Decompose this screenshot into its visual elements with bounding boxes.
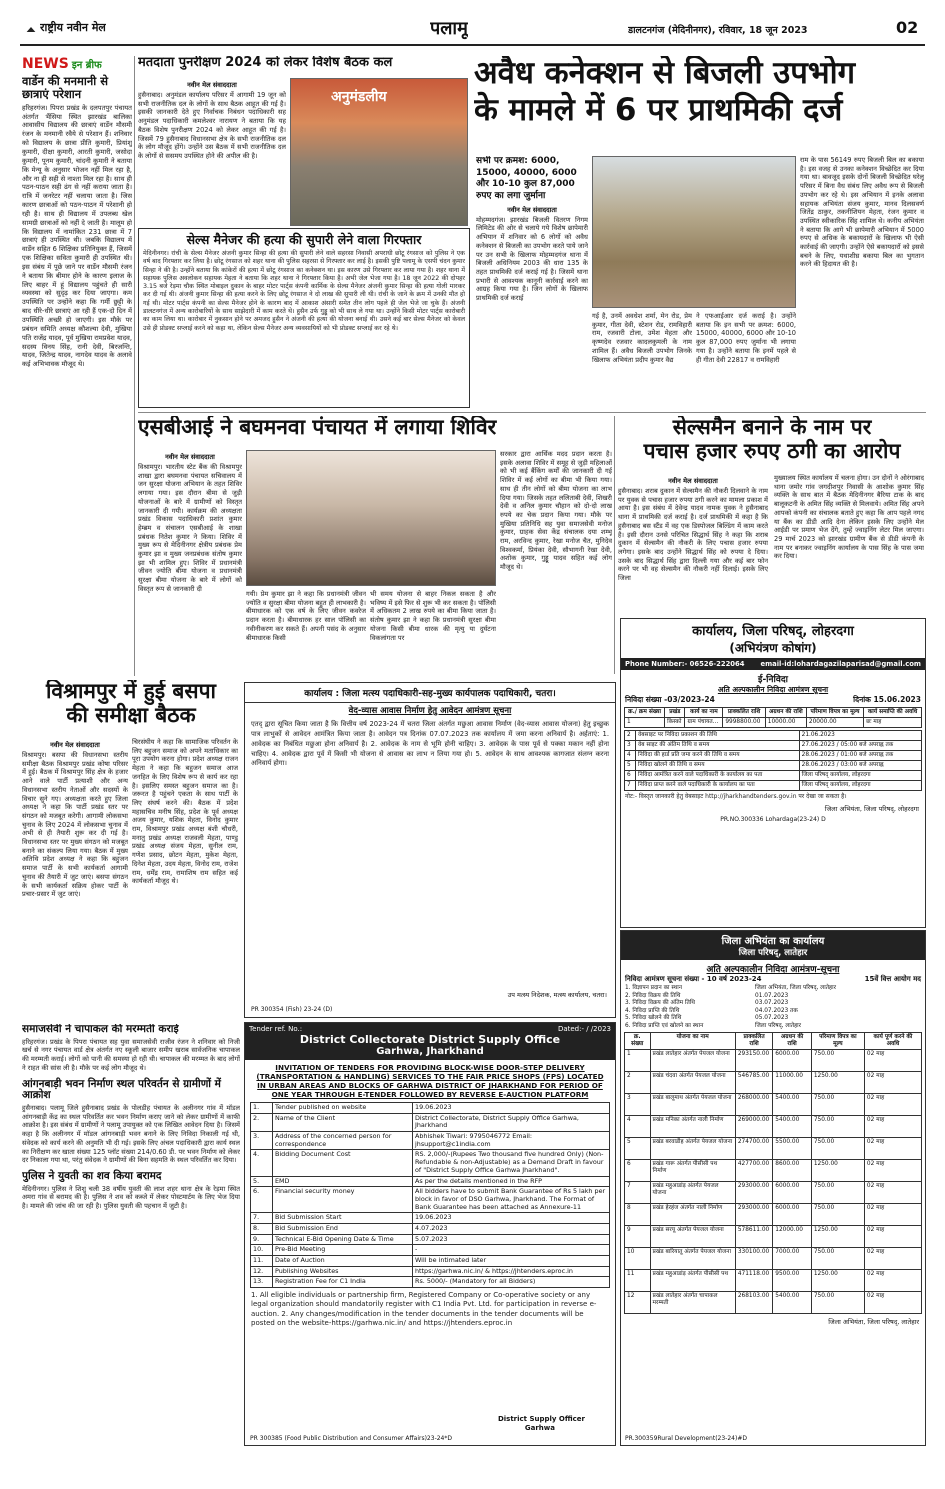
info-line xyxy=(625,993,921,1001)
table-cell: निविदा आमंत्रित करने वाले पदाधिकारी के कार्यालय का पता xyxy=(636,770,800,780)
latehar-office: जिला अभियंता का कार्यालय xyxy=(721,936,825,947)
page-number: 02 xyxy=(896,18,919,37)
photo-sign: अनुमंडलीय xyxy=(331,89,387,105)
table-row xyxy=(251,1187,610,1213)
table-cell: 10 xyxy=(625,1248,651,1270)
lohardaga-enivida: ई-निविदा xyxy=(758,675,788,685)
table-cell: प्रखंड हेरहंज अंतर्गत नाली निर्माण xyxy=(650,1204,735,1226)
table-header-cell: परिमाण विपत्र का मूल्य xyxy=(811,1033,864,1050)
table-cell: 02 माह xyxy=(864,1072,921,1094)
table-row xyxy=(625,1204,922,1226)
table-row xyxy=(625,1072,922,1094)
voter-body: हुसैनाबाद। अनुमंडल कार्यालय परिसर में आगामी 19 जून को सभी राजनीतिक दल के लोगों के साथ बैठक आहूत की गई है। इसकी जानकारी देते हुए निर्वाचक निबंधन पदाधिकारी सह अनुमंडल पदाधिकारी कमलेश्वर नारायण ने बताया कि यह बैठक विशेष पुनरीक्षण 2024 को लेकर आहूत की गई है। जिसमें 79 हुसैनाबाद विधानसभा क्षेत्र के सभी राजनीतिक दल के लोग मौजूद होंगे। उन्होंने उस बैठक में सभी राजनीतिक दल के लोगों से ससमय उपस्थित होने की अपील की है। xyxy=(138,91,286,160)
table-cell: 10. xyxy=(251,1245,273,1256)
table-cell: 471118.00 xyxy=(735,1270,772,1292)
table-cell: प्रखंड बालूमाथ अंतर्गत पेयजल योजना xyxy=(650,1094,735,1116)
table-cell: 02 माह xyxy=(864,1270,921,1292)
charpai-body: हरिहरगंज। प्रखंड के पिपरा पंचायत सह युवा समाजसेवी राजीव रंजन ने शनिवार को निजी खर्च से नगर पंचायत वार्ड क्षेत्र अंतर्गत नए स्कूली बाजार समीप खराब सार्वजनिक चापाकल की मरम्मती कराई। लोगों को पानी की समस्या हो रही थी। चापाकल की मरम्मत के बाद लोगों ने राहत की सांस ली है। मौके पर कई लोग मौजूद थे। xyxy=(22,1037,240,1072)
sbi-story xyxy=(138,416,666,676)
murder-headline: सेल्स मैनेजर की हत्या की सुपारी लेने वाला गिरफ्तार xyxy=(186,232,422,247)
police-headline: पुलिस ने युवती का शव किया बरामद xyxy=(22,1169,162,1182)
news-brief-column xyxy=(22,56,132,676)
lohardaga-office: कार्यालय, जिला परिषद्, लोहरदगा xyxy=(692,624,854,639)
news-tag: NEWS xyxy=(22,56,69,72)
table-cell: 1. xyxy=(251,1103,273,1114)
info-value: 03.07.2023 xyxy=(755,1000,789,1007)
voter-headline: मतदाता पुनरीक्षण 2024 को लेकर विशेष बैठक कल xyxy=(138,56,393,70)
charpai-story xyxy=(22,1024,240,1444)
table-cell: 3 xyxy=(625,740,636,750)
table-cell: 19.06.2023 xyxy=(413,1103,610,1114)
electric-body-4: राम के पास 56149 रुपए बिजली बिल का बकाया है। इस वजह से उनका कनेक्शन विच्छेदित कर दिया गया था। बावजूद इसके दोनों बिजली विच्छेदित घरेलू परिसर में बिना वैध संबंध लिए अवैध रूप से बिजली उपभोग कर रहे थे। इस अभियान में इनके अलावा सहायक अभियंता संजय कुमार, मानव दिलसवर्ण जितेंद्र ठाकुर, तकनीशियन मेहता, रंजन कुमार व उपस्थित स्वीकारिक सिंह शामिल थे। कनीय अभियंता ने बताया कि आगे भी छापेमारी अभियान में 5000 रुपए से अधिक के बकायदारों के खिलाफ भी ऐसी कार्रवाई की जाएगी। उन्होंने ऐसे बकायदारों को इससे बचने के लिए, यथाशीघ्र बकाया बिल का भुगतान करने की हिदायत की है। xyxy=(800,156,924,269)
salesman-body-1: हुसैनाबाद। शराब दुकान में सेल्समैन की नौकरी दिलवाने के नाम पर युवक से पचास हजार रुपया ठगी करने का मामला प्रकाश में आया है। इस संबंध में देवेन्द्र यादव नामक युवक ने हुसैनाबाद थाना में प्राथमिकी दर्ज कराई है। दर्ज प्राथमिकी में कहा है कि हुसैनाबाद बस स्टैंड में वह एक डिस्पोजल बिल्डिंग में काम करते है। इसी दौरान उनसे परिचित सिद्धार्थ सिंह ने कहा कि शराब दुकान में सेल्समैन की नौकरी के लिए पचास हजार रुपया लगेगा। इसके बाद उन्होंने सिद्धार्थ सिंह को रुपया दे दिया। उसके बाद सिद्धार्थ सिंह द्वारा दिल्ली गया और कई बार फोन करने पर भी वह सेल्समैन की नौकरी नहीं दिलाई। इसके लिए जिला xyxy=(618,487,768,583)
table-cell: 750.00 xyxy=(811,1050,864,1072)
electric-photo xyxy=(592,156,796,308)
fisheries-pr: PR 300354 (Fish) 23-24 (D) xyxy=(251,1006,333,1013)
paper-name: राष्ट्रीय नवीन मेल xyxy=(40,21,106,34)
table-cell: 5 xyxy=(625,760,636,770)
info-line xyxy=(625,1015,921,1023)
table-cell: 12 xyxy=(625,1292,651,1314)
table-cell: 02 माह xyxy=(864,1292,921,1314)
table-cell: 1250.00 xyxy=(811,1160,864,1182)
lohardaga-phone: Phone Number:- 06526-222064 xyxy=(625,660,745,668)
table-row xyxy=(625,1182,922,1204)
info-label: 2. निविदा विक्रय की तिथि xyxy=(625,992,681,999)
dateline: डालटनगंज (मेदिनीनगर), रविवार, 18 जून 2023 xyxy=(628,25,808,36)
voter-byline: नवीन मेल संवाददाता xyxy=(187,81,237,89)
table-cell: 5400.00 xyxy=(773,1292,812,1314)
bsp-headline-2: की समीक्षा बैठक xyxy=(66,702,196,727)
sbi-body-4: सरकार द्वारा आर्थिक मदद प्रदान करता है। इसके अलावा शिविर में समूह से जुड़ी महिलाओं को भी कई बैंकिंग कर्मों की जानकारी दी गई शिविर में कई लोगों का बीमा भी किया गया। साथ ही तीन लोगों को बीमा योजना का लाभ दिया गया। जिसके तहत ललिताबी देवी, शिखरी देवी व अनिल कुमार चौहान को दो-दो लाख रुपये का चेक प्रदान किया गया। मौके पर मुखिया प्रतिनिधि सह युवा समाजसेवी मनोज कुमार, ग्राहक सेवा केंद्र संचालक दया शम्भू राम, अरविन्द कुमार, रेखा मनोज चैत, मुनिदेव विश्वकर्मा, प्रियंका देवी, सौभागनी रेखा देवी, अशोक कुमार, गुड्डू यादव सहित कई लोग मौजूद थे। xyxy=(500,450,612,572)
table-row xyxy=(625,1160,922,1182)
table-cell: RS. 2,000/-(Rupees Two thousand five hundred Only) (Non-Refundable & non-Adjustable) as a Demand Draft in favour of "District Supply Office Garhwa Jharkhand". xyxy=(413,1150,610,1176)
table-row xyxy=(251,1223,610,1234)
table-row xyxy=(625,780,922,790)
table-cell: ग्राम पंचायत... xyxy=(685,717,723,727)
table-cell: 6000.00 xyxy=(773,1182,812,1204)
table-cell: 10000.00 xyxy=(765,717,806,727)
latehar-nivida-no: निविदा आमंत्रण सूचना संख्या - 10 वर्ष 2023-24 xyxy=(625,975,762,983)
table-cell: 3 xyxy=(625,1094,651,1116)
info-line xyxy=(625,985,921,993)
table-header-cell: क्र. संख्या xyxy=(625,1033,651,1050)
table-cell: 7 xyxy=(625,1182,651,1204)
table-header-cell: क्र./ क्रम संख्या xyxy=(625,708,665,718)
latehar-title: अति अल्पकालीन निविदा आमंत्रण-सूचना xyxy=(706,965,840,975)
table-cell: 2 xyxy=(625,1072,651,1094)
table-row xyxy=(625,1116,922,1138)
lohardaga-sub: (अभियंत्रण कोषांग) xyxy=(729,641,817,655)
table-cell: 28.06.2023 / 03:00 बजे अपराह्न xyxy=(799,760,921,770)
electric-body-2: गई है, उनमें अवधेश शर्मा, मेन रोड, प्रेम कुमार, गीता देवी, स्टेशन रोड, रामविहारी राम, रजवारी टोला, उमेश मेहता और कृष्णदेव रजवार कादलकुमली के नाम शामिल हैं। अवैध बिजली उपभोग जिनके खिलाफ अभियंता प्रदीप कुमार वैद्य xyxy=(592,312,692,364)
table-header-cell: कार्य समाप्ति की अवधि xyxy=(864,708,922,718)
sbi-byline: नवीन मेल संवाददाता xyxy=(165,453,215,461)
table-cell: 750.00 xyxy=(811,1292,864,1314)
info-value: जिला परिषद्, लातेहार xyxy=(755,1022,802,1029)
table-cell: 13. xyxy=(251,1277,273,1288)
table-cell: 6 xyxy=(625,1160,651,1182)
table-cell: 546785.00 xyxy=(735,1072,772,1094)
table-row xyxy=(625,750,922,760)
table-cell: प्रखंड चंदवा अंतर्गत पेयजल योजना xyxy=(650,1072,735,1094)
table-cell: 5500.00 xyxy=(773,1138,812,1160)
table-cell: Date of Auction xyxy=(273,1256,413,1267)
salesman-headline-2: पचास हजार रुपए ठगी का आरोप xyxy=(643,438,901,463)
latehar-pr: PR.300359Rural Development(23-24)#D xyxy=(625,1435,747,1442)
table-cell: 19.06.2023 xyxy=(413,1213,610,1224)
table-cell: 6000.00 xyxy=(773,1204,812,1226)
lohardaga-sign: जिला अभियंता, जिला परिषद्, लोहरदगा xyxy=(824,804,919,813)
table-cell: 274700.00 xyxy=(735,1138,772,1160)
table-row xyxy=(251,1213,610,1224)
table-cell: Registration Fee for C1 India xyxy=(273,1277,413,1288)
garhwa-sign-1: District Supply Officer xyxy=(497,1415,585,1423)
table-header-cell: प्रखंड xyxy=(665,708,685,718)
table-cell: Will be intimated later xyxy=(413,1256,610,1267)
table-row xyxy=(251,1132,610,1150)
table-row xyxy=(625,1226,922,1248)
table-header-cell: प्राक्कलित राशि xyxy=(735,1033,772,1050)
info-label: 4. निविदा प्राप्ति की तिथि xyxy=(625,1007,680,1014)
table-cell: 1 xyxy=(625,1050,651,1072)
table-cell: 28.06.2023 / 01:00 बजे अपराह्न तक xyxy=(799,750,921,760)
electric-body-1: मोहम्मदगंज। झारखंड बिजली वितरण निगम लिमिटेड की ओर से चलाये गये विशेष छापेमारी अभियान में शनिवार को 6 लोगों को अवैध कनेक्शन से बिजली का उपभोग करते पाये जाने पर उन सभी के खिलाफ मोहम्मदगंज थाना में बिजली अधिनियम 2003 की धारा 135 के तहत प्राथमिकी दर्ज कराई गई है। जिसमें थाना प्रभारी से आवश्यक कानूनी कार्रवाई करने का आग्रह किया गया है। जिन लोगों के खिलाफ प्राथमिकी दर्ज कराई xyxy=(476,215,588,303)
table-cell: 750.00 xyxy=(811,1138,864,1160)
info-value: 05.07.2023 xyxy=(755,1015,789,1022)
table-cell: 268103.00 xyxy=(735,1292,772,1314)
section-title: पलामू xyxy=(430,18,468,39)
table-header-cell: प्राक्कलित राशि xyxy=(723,708,765,718)
table-cell: किस्को xyxy=(665,717,685,727)
table-cell: 330100.00 xyxy=(735,1248,772,1270)
table-row xyxy=(625,760,922,770)
table-cell: Technical E-Bid Opening Date & Time xyxy=(273,1234,413,1245)
table-cell: 11 xyxy=(625,1270,651,1292)
table-cell: 3. xyxy=(251,1132,273,1150)
table-cell: 269000.00 xyxy=(735,1116,772,1138)
table-cell: - xyxy=(413,1245,610,1256)
table-cell: 2. xyxy=(251,1113,273,1131)
table-row xyxy=(251,1176,610,1187)
table-cell: Financial security money xyxy=(273,1187,413,1213)
table-cell: Abhishek Tiwari: 9795046772 Email: jhsupport@c1india.com xyxy=(413,1132,610,1150)
table-cell: 7 xyxy=(625,780,636,790)
table-cell: 02 माह xyxy=(864,1160,921,1182)
fisheries-office: कार्यालय : जिला मत्स्य पदाधिकारी-सह-मुख्य कार्यपालक पदाधिकारी, चतरा। xyxy=(245,683,615,703)
table-cell: 8. xyxy=(251,1223,273,1234)
table-cell: 02 माह xyxy=(864,1226,921,1248)
table-cell: वेब साइट की अंतिम तिथि व समय xyxy=(636,740,800,750)
table-cell: 20000.00 xyxy=(806,717,863,727)
table-cell: Bid Submission End xyxy=(273,1223,413,1234)
table-cell: 1250.00 xyxy=(811,1072,864,1094)
salesman-headline-1: सेल्समैन बनाने के नाम पर xyxy=(672,416,872,439)
table-cell: निविदा की हार्ड प्रति जमा करने की तिथि व समय xyxy=(636,750,800,760)
lohardaga-email: email-id:lohardagazilaparisad@gmail.com xyxy=(760,660,921,668)
bsp-body-2: चिरसंघीय ने कहा कि सामाजिक परिवर्तन के लिए बहुजन समाज को अपने मताधिकार का पूरा उपयोग करना होगा। प्रदेश अध्यक्ष राजन मेहता ने कहा कि बहुजन समाज आज जनहित के लिए विशेष रूप से कार्य कर रहा है। इसलिए समस्त बहुजन समाज का है। जरूरत है पहुंचने एकता के साथ पार्टी के लिए संघर्ष करने की। बैठक में प्रदेश महासचिव मनीष सिंह, प्रदेश के पूर्व अध्यक्ष अजय कुमार, यशिक मेहता, विनोद कुमार राम, विश्रामपुर प्रखंड अध्यक्ष बंशी चौधरी, मनातु प्रखंड अध्यक्ष राजवली मेहता, पाण्डु प्रखंड अध्यक्ष संजय मेहता, सुनील राम, गणेश प्रसाद, छोटन मेहता, मुकेश मेहता, दिनेश मेहता, उदय मेहता, विनोद राम, राजेश राम, धर्मेंद्र राम, रामाशिष राम सहित कई कार्यकर्ता मौजूद थे। xyxy=(132,738,238,886)
voter-photo xyxy=(290,78,468,226)
info-value: 01.07.2023 xyxy=(755,992,789,999)
table-row xyxy=(625,1270,922,1292)
lohardaga-items-table xyxy=(624,730,922,791)
table-cell: 02 माह xyxy=(864,1050,921,1072)
table-cell: EMD xyxy=(273,1176,413,1187)
table-cell: 4. xyxy=(251,1150,273,1176)
table-cell: 5400.00 xyxy=(773,1116,812,1138)
info-line xyxy=(625,1008,921,1016)
voter-story xyxy=(138,56,470,226)
table-cell: निविदा खोलने की तिथि व समय xyxy=(636,760,800,770)
table-cell: 1 xyxy=(625,717,665,727)
table-header-cell: कार्य का नाम xyxy=(685,708,723,718)
police-body: मेदिनीनगर। पुलिस ने शिशु चली 38 वर्षीय युवती की लाश शहर थाना क्षेत्र के रेड़मा स्थित अमरा गांव से बरामद की है। पुलिस ने शव को कब्जे में लेकर पोस्टमार्टम के लिए भेज दिया है। मामले की जांच की जा रही है। पुलिस युवती की पहचान में जुटी है। xyxy=(22,1184,240,1211)
table-cell: 6 xyxy=(625,770,636,780)
garhwa-office: District Collectorate District Supply Office xyxy=(299,1033,561,1046)
info-value: जिला अभियंता, जिला परिषद्, लातेहार xyxy=(755,985,836,991)
table-header-cell: परिमाण विपत्र का मूल्य xyxy=(806,708,863,718)
table-cell: 11. xyxy=(251,1256,273,1267)
sbi-photo xyxy=(246,450,496,586)
table-row xyxy=(625,1292,922,1314)
table-cell: District Collectorate, District Supply Office Garhwa, Jharkhand xyxy=(413,1113,610,1131)
table-cell: Publishing Websites xyxy=(273,1266,413,1277)
table-cell: 5. xyxy=(251,1176,273,1187)
lohardaga-title: अति अल्पकालीन निविदा आमंत्रण सूचना xyxy=(717,685,829,694)
table-row xyxy=(251,1245,610,1256)
charpai-headline: समाजसेवी ने चापाकल की मरम्मती कराई xyxy=(22,1024,179,1035)
bsp-story xyxy=(22,680,240,1020)
salesman-body-2: मुख्यालय स्थित कार्यालय में चलना होगा। उन दोनों ने ओरंगाबाद थाना जमोर गांव जगदीशपुर निवासी के आशोक कुमार सिंह व्यक्ति के साथ बात में बैठक मेदिनीनगर बैरिया टाक के बाद बालूकटनी के अमित सिंह व्यक्ति से मिलवाये। अमित सिंह अपने आपको कंपनी का संचालक बताते हुए कहा कि आप पहले नगद या बैंक का डीडी आदि देना लेकिन इसके लिए उन्होंने मेल आईडी पर प्रमाण भेज देंगे, तुम्हें ज्वाइनिंग लेटर मिल जाएगा। 29 मार्च 2023 को झारखंड ग्रामीण बैंक से डीडी कंपनी के नाम पर बनाकर ज्वाइनिंग कार्यालय के पास सिंह के पास जमा कर दिया। xyxy=(774,474,924,561)
latehar-finance: 15वें वित्त आयोग मद xyxy=(864,975,921,983)
electric-byline: नवीन मेल संवाददाता xyxy=(507,205,557,214)
electric-story xyxy=(474,56,926,406)
lohardaga-notes: नोट:- विस्तृत जानकारी हेतु वेबसाइट http://jharkhandtenders.gov.in पर देखा जा सकता है। xyxy=(625,792,847,800)
table-cell: 5 xyxy=(625,1138,651,1160)
paper-logo-icon xyxy=(24,22,38,32)
table-cell: 7. xyxy=(251,1213,273,1224)
garhwa-table xyxy=(250,1102,610,1288)
info-label: 3. निविदा विक्रय की अंतिम तिथि xyxy=(625,1000,695,1007)
table-cell: प्रखंड लातेहार अंतर्गत पेयजल योजना xyxy=(650,1050,735,1072)
table-cell: 750.00 xyxy=(811,1204,864,1226)
info-label: 5. निविदा खोलने की तिथि xyxy=(625,1015,682,1022)
salesman-byline: नवीन मेल संवाददाता xyxy=(668,477,718,485)
table-cell: Bidding Document Cost xyxy=(273,1150,413,1176)
table-cell: 7000.00 xyxy=(773,1248,812,1270)
murder-body: मेदिनीनगर। रांची के सेल्स मैनेजर अंजनी कुमार सिन्हा की हत्या की सुपारी लेने वाले सहरसा निवासी अपराधी छोटू रंगसाज को पुलिस ने एक वर्ष बाद गिरफ्तार कर लिया है। छोटू रंगसाज को शहर थाना की पुलिस सहरसा से गिरफ्तार कर लाई है। इसकी पुष्टि पलामू के एसपी चंदन कुमार सिन्हा ने की है। उन्होंने बताया कि कांकेरों की हत्या में छोटू रंगसाज का कनेक्शन था। इस कारण उसे गिरफ्तार कर लाया गया है। शहर थाना में सहायक पुलिस अवलोकन सहायक मेहता ने बताया कि शहर थाना ने गिरफ्तार किया है। अभी जेल भेजा गया है। 18 जून 2022 की दोपहर 3.15 बजे रेड़मा चौक स्थित मोबाइल दुकान के बाहर मोटर पार्ट्स कंपनी कार्मिक के सेल्स मैनेजर अंजनी कुमार सिन्हा की हत्या गोली मारकर कर दी गई थी। अंजनी कुमार सिन्हा की हत्या करने के लिए छोटू रंगसाज ने दो लाख की सुपारी ली थी। रांची के जाने के क्रम में उनकी मौत हो गई थी। मोटर पार्ट्स कंपनी का सेल्स मैनेजर होने के कारण बाद में आकाश अंसारी समेत तीन लोग पहले ही जेल भेजे जा चुके हैं। अंजनी डालटनगंज में अन्य कारोबारियों के साथ साझेदारी में काम करते थे। हुसैन उर्फ गुड्डू को भी साथ ले गया था। उन्होंने किसी मोटर पार्ट्स कारोबारी का काम लिया था। कारोबार में नुकसान होने पर अमजद हुसैन ने अंजनी की हत्या की योजना बनाई थी। उसने कई बार सेल्स मैनेजर को केवल उसे ही प्रोडक्ट सप्लाई करने को कहा था, लेकिन सेल्स मैनेजर अन्य व्यवसायियों को भी प्रोडक्ट सप्लाई कर रहे थे। xyxy=(143,250,465,332)
fisheries-body: एतद् द्वारा सूचित किया जाता है कि वित्तीय वर्ष 2023-24 में चतरा जिला अंतर्गत मछुआ आवास निर्माण (वेद-व्यास आवास योजना) हेतु इच्छुक पात्र लाभुकों से आवेदन आमंत्रित किया जाता है। आवेदन पत्र दिनांक 07.07.2023 तक कार्यालय में जमा करना अनिवार्य है। अर्हताएं: 1. आवेदक का निबंधित मछुआ होना अनिवार्य है। 2. आवेदक के नाम से भूमि होनी चाहिए। 3. आवेदक के पास पूर्व से पक्का मकान नहीं होना चाहिए। 4. आवेदक द्वारा पूर्व में किसी भी योजना से आवास का लाभ न लिया गया हो। 5. आवेदन के साथ आवश्यक कागजात संलग्न करना अनिवार्य होगा। xyxy=(251,720,609,768)
table-cell: 02 माह xyxy=(864,1204,921,1226)
table-cell: 21.06.2023 xyxy=(799,730,921,740)
table-cell: 9998800.00 xyxy=(723,717,765,727)
table-row xyxy=(251,1103,610,1114)
table-row xyxy=(251,1113,610,1131)
table-cell: जिला परिषद् कार्यालय, लोहरदगा xyxy=(799,780,921,790)
table-cell: प्रखंड बारियातू अंतर्गत पेयजल योजना xyxy=(650,1248,735,1270)
table-header-cell: कार्य पूर्ण करने की अवधि xyxy=(864,1033,921,1050)
brief-headline: वार्डेन की मनमानी से छात्राएं परेशान xyxy=(22,74,108,101)
info-label: 1. विज्ञापन प्रदान का स्थान xyxy=(625,985,682,991)
table-cell: 8 xyxy=(625,1204,651,1226)
masthead-rule xyxy=(20,44,925,46)
table-row xyxy=(251,1234,610,1245)
table-cell: 11000.00 xyxy=(773,1072,812,1094)
table-cell: 4 xyxy=(625,1116,651,1138)
table-cell: 2 xyxy=(625,730,636,740)
table-cell: 02 माह xyxy=(864,1116,921,1138)
table-cell: 9. xyxy=(251,1234,273,1245)
table-cell: 02 माह xyxy=(864,1094,921,1116)
masthead xyxy=(0,0,945,48)
table-cell: 293150.00 xyxy=(735,1050,772,1072)
table-cell: Address of the concerned person for correspondence xyxy=(273,1132,413,1150)
bsp-byline: नवीन मेल संवाददाता xyxy=(50,741,100,749)
fisheries-ad xyxy=(244,682,616,1018)
table-row xyxy=(251,1266,610,1277)
info-line xyxy=(625,1000,921,1008)
latehar-sub: जिला परिषद्, लातेहार xyxy=(738,948,808,958)
sbi-headline: एसबीआई ने बघमनवा पंचायत में लगाया शिविर xyxy=(138,416,497,439)
table-cell: 6000.00 xyxy=(773,1050,812,1072)
latehar-table xyxy=(624,1032,922,1314)
sbi-body-2: गयी। प्रेम कुमार झा ने कहा कि प्रधानमंत्री जीवन ज्योति व सुरक्षा बीमा योजना बहुत ही लाभकारी है। बीमाधारक को एक वर्ष के लिए जीवन कवरेज प्रदान करता है। बीमाधारक हर साल पॉलिसी का नवीनीकरण कर सकते हैं। अपनी पसंद के अनुसार बीमाधारक किसी xyxy=(246,590,366,642)
table-row xyxy=(251,1256,610,1267)
garhwa-ad xyxy=(244,1022,616,1446)
table-cell: Bid Submission Start xyxy=(273,1213,413,1224)
news-tag-sub: इन ब्रीफ xyxy=(71,60,102,71)
bsp-headline-1: विश्रामपुर में हुई बसपा xyxy=(45,680,216,703)
table-row xyxy=(251,1277,610,1288)
sbi-body-3: भी समय योजना से बाहर निकल सकता है और भविष्य में इसे फिर से शुरू भी कर सकता है। पॉलिसी में अधिकतम 2 लाख रुपये का बीमा किया जाता है। संतोष कुमार झा ने कहा कि प्रधानमंत्री सुरक्षा बीमा योजना किसी बीमा धारक की मृत्यु या दुर्घटना विकलांगता पर xyxy=(370,590,496,642)
table-cell: प्रखंड महुआडांड़ अंतर्गत पेयजल योजना xyxy=(650,1182,735,1204)
garhwa-title: INVITATION OF TENDERS FOR PROVIDING BLOCK-WISE DOOR-STEP DELIVERY (TRANSPORTATION & HANDLING) SERVICES TO THE FAIR PRICE SHOPS (FPS) LOCATED IN URBAN AREAS AND BLOCKS OF GARHWA DISTRICT OF JHARKHAND FOR PERIOD OF ONE YEAR THROUGH E-TENDER FOLLOWED BY REVERSE E-AUCTION PLATFORM xyxy=(256,1063,604,1099)
latehar-sign: जिला अभियंता, जिला परिषद्, लातेहार xyxy=(828,1318,919,1327)
table-cell: वेबसाइट पर निविदा प्रकाशन की तिथि xyxy=(636,730,800,740)
garhwa-tender-ref: Tender ref. No.: xyxy=(249,1025,303,1033)
table-cell: प्रखंड महुआडांड़ अंतर्गत पीसीसी पथ xyxy=(650,1270,735,1292)
table-header-cell: अग्रधन की राशि xyxy=(765,708,806,718)
table-header-cell: अग्रधन की राशि xyxy=(773,1033,812,1050)
table-row xyxy=(625,1248,922,1270)
table-cell: 1250.00 xyxy=(811,1226,864,1248)
garhwa-place: Garhwa, Jharkhand xyxy=(376,1046,484,1057)
bsp-body-1: विश्रामपुर। बसपा की विधानसभा स्तरीय समीक्षा बैठक विश्रामपुर प्रखंड कोषा परिसर में हुई। बैठक में विश्रामपुर सिंह क्षेत्र के हजार आने वाले पार्टी प्रत्याशी और अन्य विधानसभा स्तरीय नेताओं और सदस्यों के विचार सुने गए। अध्यक्षता करते हुए जिला अध्यक्ष ने कहा कि पार्टी प्रखंड स्तर पर संगठन को मजबूत करेगी। आगामी लोकसभा चुनाव के लिए 2024 में लोकसभा चुनाव में अभी से ही तैयारी शुरू कर दी गई है। विधानसभा स्तर पर मुख्य संगठन को मजबूत बनाने का संकल्प लिया गया। बैठक में मुख्य अतिथि प्रदेश अध्यक्ष ने कहा कि बहुजन समाज पार्टी के सभी कार्यकर्ता आगामी चुनाव की तैयारी में जुट जाएं। बसपा संगठन के सभी कार्यकर्ता सक्रिय होकर पार्टी के प्रचार-प्रसार में जुट जाएं। xyxy=(22,751,128,899)
latehar-ad xyxy=(620,930,926,1446)
electric-body-3: ने एफआईआर दर्ज कराई है। उन्होंने बताया कि इन सभी पर क्रमश: 6000, 15000, 40000, 6000 और 10-10 कुल 87,000 रुपए जुर्माना भी लगाया गया है। उन्होंने बताया कि इनमें पहले से ही गीता देवी 22817 व रामविहारी xyxy=(696,312,796,364)
table-cell: 750.00 xyxy=(811,1182,864,1204)
lohardaga-date: दिनांक 15.06.2023 xyxy=(853,695,921,704)
table-cell: निविदा प्राप्त करने वाले पदाधिकारी के कार्यालय का पता xyxy=(636,780,800,790)
salesman-story xyxy=(618,416,926,616)
table-cell: 750.00 xyxy=(811,1116,864,1138)
garhwa-notes: 1. All eligible individuals or partnership firm, Registered Company or Co-operative society or any legal organization should mandatorily register with C1 India Pvt. Ltd. for participation in reverse e-auction. 2. Any changes/modification in the tender documents in the tender documents will be posted on the website-https://garhwa.nic.in/ and https://jhtenders.eproc.in xyxy=(251,1291,597,1327)
table-cell: 293000.00 xyxy=(735,1182,772,1204)
table-cell: 9500.00 xyxy=(773,1270,812,1292)
bhawan-body: हुसैनाबाद। पलामू जिले हुसैनाबाद प्रखंड के पोलडीह पंचायत के अलीनगर गांव में मॉडल आंगनबाड़ी केंद्र का स्थल परिवर्तित कर भवन निर्माण कराए जाने को लेकर ग्रामीणों में काफी आक्रोश है। इस संबंध में ग्रामीणों ने पलामू उपायुक्त को एक लिखित आवेदन दिया है। जिसमें कहा है कि अलीनगर में मॉडल आंगनबाड़ी भवन बनाने के लिए निविदा निकाली गई थी, संवेदक को कार्य करने की अनुमति भी दी गई। इसके लिए अंचल पदाधिकारी द्वारा कार्य स्थल का निरीक्षण कर खाता संख्या 125 प्लॉट संख्या 214/0.60 डी. पर भवन निर्माण को लेकर दर निकाला गया था, परंतु संवेदक ने ग्रामीणों की बिना सहमति के स्थल परिवर्तित कर दिया। xyxy=(22,1104,240,1165)
info-label: 6. निविदा प्राप्ति एवं खोलने का स्थान xyxy=(625,1022,704,1029)
table-cell: https://garhwa.nic.in/ & https://jhtenders.eproc.in xyxy=(413,1266,610,1277)
table-cell: 427700.00 xyxy=(735,1160,772,1182)
table-cell: Tender published on website xyxy=(273,1103,413,1114)
fisheries-title: वेद-व्यास आवास निर्माण हेतु आवेदन आमंत्रण सूचना xyxy=(348,706,512,716)
table-cell: 02 माह xyxy=(864,1182,921,1204)
table-row xyxy=(625,717,922,727)
lohardaga-pr: PR.NO.300336 Lohardaga(23-24) D xyxy=(720,815,826,823)
table-row xyxy=(625,740,922,750)
electric-highlight: सभी पर क्रमश: 6000, 15000, 40000, 6000 और 10-10 कुल 87,000 रुपए का लगा जुर्माना xyxy=(476,156,577,202)
table-cell: जिला परिषद् कार्यालय, लोहरदगा xyxy=(799,770,921,780)
table-cell: 4.07.2023 xyxy=(413,1223,610,1234)
table-cell: 578611.00 xyxy=(735,1226,772,1248)
table-cell: Rs. 5000/- (Mandatory for all Bidders) xyxy=(413,1277,610,1288)
table-cell: 293000.00 xyxy=(735,1204,772,1226)
table-cell: 12000.00 xyxy=(773,1226,812,1248)
table-cell: 02 माह xyxy=(864,1248,921,1270)
garhwa-dated: Dated:- / /2023 xyxy=(557,1025,611,1033)
table-cell: 27.06.2023 / 05:00 बजे अपराह्न तक xyxy=(799,740,921,750)
table-cell: प्रखंड बरवाडीह अंतर्गत पेयजल योजना xyxy=(650,1138,735,1160)
table-cell: 1250.00 xyxy=(811,1270,864,1292)
table-cell: 6. xyxy=(251,1187,273,1213)
table-cell: प्रखंड लातेहार अंतर्गत चापाकल मरम्मती xyxy=(650,1292,735,1314)
electric-headline-2: के मामले में 6 पर प्राथमिकी दर्ज xyxy=(474,91,843,128)
table-cell: 8600.00 xyxy=(773,1160,812,1182)
table-cell: 4 xyxy=(625,750,636,760)
table-cell: प्रखंड सरयू अंतर्गत पेयजल योजना xyxy=(650,1226,735,1248)
table-cell: 268000.00 xyxy=(735,1094,772,1116)
table-cell: प्रखंड गारू अंतर्गत पीसीसी पथ निर्माण xyxy=(650,1160,735,1182)
table-cell: छः माह xyxy=(864,717,922,727)
electric-headline-1: अवैध कनेक्शन से बिजली उपभोग xyxy=(474,56,856,91)
table-cell: 02 माह xyxy=(864,1138,921,1160)
table-cell: 12. xyxy=(251,1266,273,1277)
info-line xyxy=(625,1023,921,1031)
lohardaga-ad xyxy=(620,618,926,928)
table-row xyxy=(625,1094,922,1116)
lohardaga-table xyxy=(624,707,922,728)
brief-body: हरिहरगंज। पिपरा प्रखंड के दलपतपुर पंचायत अंतर्गत भैंसिया स्थित झारखंड बालिका आवासीय विद्यालय की छात्राएं वार्डेन मौसमी रंजन के मनमानी रवैये से परेशान हैं। शनिवार को विद्यालय के छात्रा प्रीति कुमारी, प्रियांशु कुमारी, दीक्षा कुमारी, आरती कुमारी, जसोदा कुमारी, पूनम कुमारी, चांदनी कुमारी ने बताया कि मेन्यू के अनुसार भोजन नहीं मिल रहा है, और ना ही सही से नाश्ता मिल रहा है। साथ ही पठन-पाठन सही ढंग से नहीं कराया जाता है। रात्रि में जनरेटर नहीं चलाया जाता है। जिस कारण छात्राओं को पठन-पाठन में परेशानी हो रही है। साथ ही विद्यालय में उपलब्ध खेल सामग्री छात्राओं को नहीं दे जाती है। मालूम हो कि विद्यालय में नामांकित 231 छात्रा में 7 छात्राएं ही उपस्थित थी। जबकि विद्यालय में वार्डेन सहित 6 शिक्षिका प्रतिनियुक्त हैं, जिसमें एक शिक्षिका सविता कुमारी ही उपस्थित थी। इस संबंध में पूछे जाने पर वार्डेन मौसमी रंजन ने बताया कि बीमार होने के कारण इलाज के लिए बाहर में हूं विद्यालय पहुंचते ही सारी व्यवस्था को सुदृढ़ कर दिया जाएगा। कम उपस्थिति पर उन्होंने कहा कि गर्मी छुट्टी के बाद धीरे-धीरे छात्राएं आ रही हैं एक-दो दिन में उपस्थिति अच्छी हो जाएगी। इस मौके पर प्रबंधन समिति अध्यक्ष कौशल्या देवी, मुखिया पति राजेंद्र यादव, पूर्व मुखिया रामप्रवेश यादव, सदस्य विनय सिंह, रानी देवी, बिरजन्ति, यादव, जितेन्द्र यादव, नागदेव यादव के अलावे कई अभिभावक मौजूद थे। xyxy=(22,103,132,369)
sbi-body-1: विश्रामपुर। भारतीय स्टेट बैंक की विश्रामपुर शाखा द्वारा बघमनवा पंचायत सचिवालय में जन सुरक्षा योजना अभियान के तहत शिविर लगाया गया। इस दौरान बीमा से जुड़ी योजनाओं के बारे में ग्रामीणों को विस्तृत जानकारी दी गयी। कार्यक्रम की अध्यक्षता प्रखंड विकास पदाधिकारी प्रशांत कुमार हेम्ब्रम व संचालन एसबीआई के शाखा प्रबंधक नितेश कुमार ने किया। शिविर में मुख्य रूप से मेदिनीनगर क्षेत्रीय प्रबंधक प्रेम कुमार झा व मुख्य जनप्रबंधक संतोष कुमार झा भी शामिल हुए। शिविर में प्रधानमंत्री जीवन ज्योति बीमा योजना व प्रधानमंत्री सुरक्षा बीमा योजना के बारे में लोगों को विस्तृत रूप से जानकारी दी xyxy=(138,463,242,593)
bhawan-headline: आंगनबाड़ी भवन निर्माण स्थल परिवर्तन से ग्रामीणों में आक्रोश xyxy=(22,1077,221,1102)
fisheries-sign: उप मत्स्य निदेशक, मत्स्य कार्यालय, चतरा। xyxy=(507,991,607,999)
table-cell: As per the details mentioned in the RFP xyxy=(413,1176,610,1187)
garhwa-sign-2: Garhwa xyxy=(524,1424,555,1432)
table-row xyxy=(251,1150,610,1176)
lohardaga-nivida-no: निविदा संख्या -03/2023-24 xyxy=(625,695,715,704)
garhwa-pr: PR 300385 (Food Public Distribution and Consumer Affairs)23-24*D xyxy=(250,1435,452,1442)
table-cell: 750.00 xyxy=(811,1094,864,1116)
table-cell: 9 xyxy=(625,1226,651,1248)
table-cell: Pre-Bid Meeting xyxy=(273,1245,413,1256)
murder-story xyxy=(138,228,470,408)
table-cell: 5400.00 xyxy=(773,1094,812,1116)
table-cell: All bidders have to submit Bank Guarantee of Rs 5 lakh per block in favor of DSO Garhwa, Jharkhand. The Format of Bank Guarantee has been attached as Annexure-11 xyxy=(413,1187,610,1213)
table-cell: 750.00 xyxy=(811,1248,864,1270)
table-row xyxy=(625,770,922,780)
table-cell: प्रखंड मनिका अंतर्गत नाली निर्माण xyxy=(650,1116,735,1138)
table-row xyxy=(625,1138,922,1160)
table-cell: 5.07.2023 xyxy=(413,1234,610,1245)
table-row xyxy=(625,1050,922,1072)
table-cell: Name of the Client xyxy=(273,1113,413,1131)
table-row xyxy=(625,730,922,740)
info-value: 04.07.2023 तक xyxy=(755,1007,798,1014)
table-header-cell: योजना का नाम xyxy=(650,1033,735,1050)
latehar-info xyxy=(621,984,925,1031)
